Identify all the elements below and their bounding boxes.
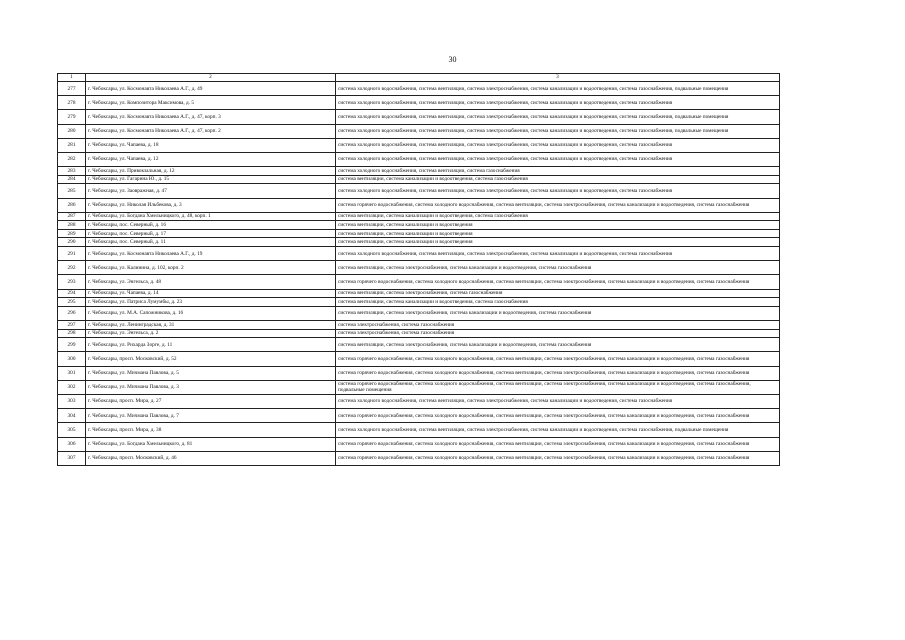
row-systems: система горячего водоснабжения, система холодного водоснабжения, система вентиляции, система электроснабжения, система канализации и водоотведения, система газоснабжения: [336, 451, 780, 465]
row-systems: система горячего водоснабжения, система холодного водоснабжения, система вентиляции, система электроснабжения, система канализации и водоотведения, система газоснабжения: [336, 409, 780, 423]
table-row: [58, 124, 780, 138]
table-row: [58, 110, 780, 124]
row-address: г. Чебоксары, ул. Космонавта Николаева А.Г., д. 47, корп. 3: [86, 110, 336, 124]
row-systems: система вентиляции, система электроснабжения, система канализации и водоотведения, система газоснабжения: [336, 338, 780, 352]
row-number: 296: [58, 306, 86, 320]
row-number: 294: [58, 289, 86, 298]
row-address: г. Чебоксары, просп. Московский, д. 52: [86, 352, 336, 366]
row-number: 307: [58, 451, 86, 465]
row-number: 281: [58, 138, 86, 152]
table-row: [58, 167, 780, 176]
row-systems: система холодного водоснабжения, система вентиляции, система электроснабжения, система канализации и водоотведения, система газоснабжения: [336, 96, 780, 110]
row-number: 306: [58, 437, 86, 451]
row-systems: система вентиляции, система канализации и водоотведения: [336, 221, 780, 230]
row-number: 298: [58, 329, 86, 338]
row-systems: система холодного водоснабжения, система вентиляции, система электроснабжения, система канализации и водоотведения, система газоснабжения: [336, 394, 780, 408]
row-systems: система вентиляции, система электроснабжения, система канализации и водоотведения, система газоснабжения: [336, 261, 780, 275]
row-systems: система вентиляции, система канализации и водоотведения, система газоснабжения: [336, 212, 780, 221]
table-row: [58, 306, 780, 320]
row-systems: система вентиляции, система канализации и водоотведения, система газоснабжения: [336, 175, 780, 184]
row-systems: система электроснабжения, система газоснабжения: [336, 321, 780, 330]
page-number: 30: [448, 55, 457, 64]
row-number: 278: [58, 96, 86, 110]
row-systems: система горячего водоснабжения, система холодного водоснабжения, система вентиляции, система электроснабжения, система канализации и водоотведения, система газоснабжения: [336, 275, 780, 289]
row-address: г. Чебоксары, ул. Энгельса, д. 48: [86, 275, 336, 289]
table-row: [58, 247, 780, 261]
row-address: г. Чебоксары, просп. Московский, д. 46: [86, 451, 336, 465]
row-systems: система холодного водоснабжения, система вентиляции, система электроснабжения, система канализации и водоотведения, система газоснабжения: [336, 184, 780, 198]
table-row: [58, 409, 780, 423]
table-row: [58, 82, 780, 96]
row-address: г. Чебоксары, ул. Калинина, д. 102, корп. 2: [86, 261, 336, 275]
row-systems: система вентиляции, система электроснабжения, система газоснабжения: [336, 289, 780, 298]
row-address: г. Чебоксары, пос. Северный, д. 11: [86, 238, 336, 247]
row-address: г. Чебоксары, ул. Заовражная, д. 47: [86, 184, 336, 198]
table-row: [58, 321, 780, 330]
row-systems: система вентиляции, система канализации и водоотведения, система газоснабжения: [336, 298, 780, 307]
table-row: [58, 138, 780, 152]
row-systems: система вентиляции, система электроснабжения, система канализации и водоотведения, система газоснабжения: [336, 306, 780, 320]
row-number: 288: [58, 221, 86, 230]
row-number: 297: [58, 321, 86, 330]
row-systems: система вентиляции, система канализации и водоотведения: [336, 229, 780, 238]
table-row: [58, 352, 780, 366]
table-header-row: [58, 74, 780, 82]
row-number: 287: [58, 212, 86, 221]
row-address: г. Чебоксары, ул. Чапаева, д. 14: [86, 289, 336, 298]
row-address: г. Чебоксары, ул. Энгельса, д. 2: [86, 329, 336, 338]
row-number: 277: [58, 82, 86, 96]
header-col-2: 2: [86, 74, 336, 82]
table-row: [58, 175, 780, 184]
row-number: 305: [58, 423, 86, 437]
table-row: [58, 423, 780, 437]
table-row: [58, 437, 780, 451]
row-number: 289: [58, 229, 86, 238]
table-row: [58, 394, 780, 408]
row-number: 303: [58, 394, 86, 408]
row-address: г. Чебоксары, ул. Космонавта Николаева А.Г., д. 49: [86, 82, 336, 96]
row-systems: система горячего водоснабжения, система холодного водоснабжения, система вентиляции, система электроснабжения, система канализации и водоотведения, система газоснабжения: [336, 366, 780, 380]
row-systems: система вентиляции, система канализации и водоотведения: [336, 238, 780, 247]
table-row: [58, 261, 780, 275]
table-row: [58, 275, 780, 289]
row-number: 279: [58, 110, 86, 124]
row-number: 302: [58, 380, 86, 394]
buildings-table: [57, 73, 780, 466]
table-row: [58, 184, 780, 198]
row-address: г. Чебоксары, ул. Николая Ильбекова, д. 3: [86, 198, 336, 212]
table-row: [58, 221, 780, 230]
row-number: 280: [58, 124, 86, 138]
row-systems: система холодного водоснабжения, система вентиляции, система газоснабжения: [336, 167, 780, 176]
table-row: [58, 298, 780, 307]
row-address: г. Чебоксары, ул. Композитора Максимова, д. 5: [86, 96, 336, 110]
row-address: г. Чебоксары, пос. Северный, д. 16: [86, 221, 336, 230]
row-systems: система горячего водоснабжения, система холодного водоснабжения, система вентиляции, система электроснабжения, система канализации и водоотведения, система газоснабжения: [336, 437, 780, 451]
row-address: г. Чебоксары, ул. Привокзальная, д. 12: [86, 167, 336, 176]
row-number: 304: [58, 409, 86, 423]
table-row: [58, 329, 780, 338]
row-address: г. Чебоксары, просп. Мира, д. 38: [86, 423, 336, 437]
row-address: г. Чебоксары, ул. М.А. Сапожникова, д. 16: [86, 306, 336, 320]
table-row: [58, 238, 780, 247]
row-systems: система холодного водоснабжения, система вентиляции, система электроснабжения, система канализации и водоотведения, система газоснабжения: [336, 247, 780, 261]
row-number: 300: [58, 352, 86, 366]
row-address: г. Чебоксары, просп. Мира, д. 27: [86, 394, 336, 408]
row-number: 290: [58, 238, 86, 247]
row-address: г. Чебоксары, ул. Богдана Хмельницкого, д. 81: [86, 437, 336, 451]
row-number: 284: [58, 175, 86, 184]
row-systems: система электроснабжения, система газоснабжения: [336, 329, 780, 338]
row-number: 285: [58, 184, 86, 198]
row-address: г. Чебоксары, ул. Гагарина Ю., д. 15: [86, 175, 336, 184]
row-systems: система холодного водоснабжения, система вентиляции, система электроснабжения, система канализации и водоотведения, система газоснабжения: [336, 138, 780, 152]
row-address: г. Чебоксары, ул. Патриса Лумумбы, д. 23: [86, 298, 336, 307]
row-address: г. Чебоксары, ул. Мичмана Павлова, д. 5: [86, 366, 336, 380]
row-address: г. Чебоксары, ул. Чапаева, д. 18: [86, 138, 336, 152]
row-address: г. Чебоксары, пос. Северный, д. 17: [86, 229, 336, 238]
table-row: [58, 338, 780, 352]
row-systems: система холодного водоснабжения, система вентиляции, система электроснабжения, система канализации и водоотведения, система газоснабжения, подвальные помещения: [336, 110, 780, 124]
row-number: 291: [58, 247, 86, 261]
row-address: г. Чебоксары, ул. Богдана Хмельницкого, д. 48, корп. 1: [86, 212, 336, 221]
header-col-1: 1: [58, 74, 86, 82]
table-row: [58, 366, 780, 380]
header-col-3: 3: [336, 74, 780, 82]
row-number: 283: [58, 167, 86, 176]
row-number: 299: [58, 338, 86, 352]
table-row: [58, 96, 780, 110]
row-address: г. Чебоксары, ул. Мичмана Павлова, д. 3: [86, 380, 336, 394]
row-number: 292: [58, 261, 86, 275]
table-row: [58, 198, 780, 212]
table-row: [58, 152, 780, 166]
row-address: г. Чебоксары, ул. Рихарда Зорге, д. 11: [86, 338, 336, 352]
row-systems: система холодного водоснабжения, система вентиляции, система электроснабжения, система канализации и водоотведения, система газоснабжения, подвальные помещения: [336, 124, 780, 138]
table-row: [58, 289, 780, 298]
table-row: [58, 229, 780, 238]
row-address: г. Чебоксары, ул. Мичмана Павлова, д. 7: [86, 409, 336, 423]
row-address: г. Чебоксары, ул. Космонавта Николаева А.Г., д. 47, корп. 2: [86, 124, 336, 138]
row-address: г. Чебоксары, ул. Чапаева, д. 12: [86, 152, 336, 166]
row-systems: система холодного водоснабжения, система вентиляции, система электроснабжения, система канализации и водоотведения, система газоснабжения: [336, 152, 780, 166]
table-row: [58, 451, 780, 465]
row-systems: система холодного водоснабжения, система вентиляции, система электроснабжения, система канализации и водоотведения, система газоснабжения, подвальные помещения: [336, 82, 780, 96]
row-number: 301: [58, 366, 86, 380]
row-number: 295: [58, 298, 86, 307]
row-number: 282: [58, 152, 86, 166]
row-systems: система холодного водоснабжения, система вентиляции, система электроснабжения, система канализации и водоотведения, система газоснабжения, подвальные помещения: [336, 423, 780, 437]
row-number: 293: [58, 275, 86, 289]
row-systems: система горячего водоснабжения, система холодного водоснабжения, система вентиляции, система электроснабжения, система канализации и водоотведения, система газоснабжения: [336, 198, 780, 212]
row-address: г. Чебоксары, ул. Космонавта Николаева А.Г., д. 19: [86, 247, 336, 261]
row-address: г. Чебоксары, ул. Ленинградская, д. 31: [86, 321, 336, 330]
row-number: 286: [58, 198, 86, 212]
table-row: [58, 380, 780, 394]
row-systems: система горячего водоснабжения, система холодного водоснабжения, система вентиляции, система электроснабжения, система канализации и водоотведения, система газоснабжения: [336, 352, 780, 366]
table-row: [58, 212, 780, 221]
row-systems: система горячего водоснабжения, система холодного водоснабжения, система вентиляции, система электроснабжения, система канализации и водоотведения, система газоснабжения, подвальные помещения: [336, 380, 780, 394]
